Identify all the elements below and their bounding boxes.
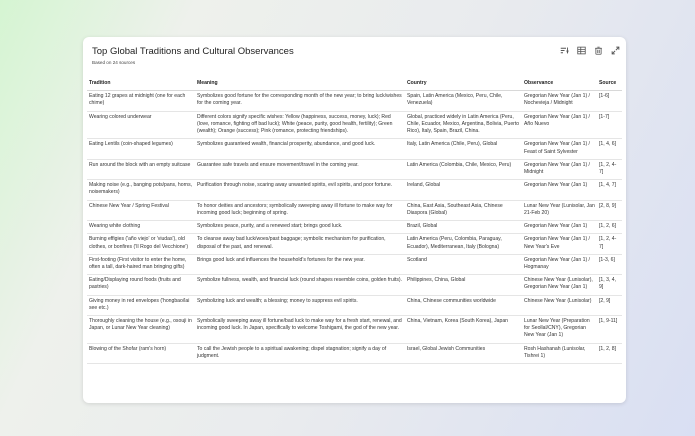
cell-observance: Gregorian New Year (Jan 1) [522, 221, 597, 234]
cell-tradition: Wearing colored underwear [87, 111, 195, 139]
column-header-tradition[interactable]: Tradition [87, 76, 195, 91]
cell-observance: Gregorian New Year (Jan 1) / Feast of Saint Sylvester [522, 139, 597, 159]
cell-observance: Lunar New Year (Lunisolar, Jan 21-Feb 20) [522, 200, 597, 220]
cell-tradition: Giving money in red envelopes ('hongbao/lai see etc.) [87, 295, 195, 315]
table-row [87, 221, 622, 234]
cell-meaning: Symbolizing luck and wealth; a blessing; money to suppress evil spirits. [195, 295, 405, 315]
expand-icon[interactable] [611, 46, 620, 55]
cell-source[interactable]: [1, 2, 4-7] [597, 234, 622, 254]
column-header-meaning[interactable]: Meaning [195, 76, 405, 91]
cell-country: Latin America (Peru, Colombia, Paraguay, Ecuador), Mediterranean, Italy (Bologna) [405, 234, 522, 254]
sort-filter-icon[interactable] [560, 46, 569, 55]
traditions-card [83, 37, 626, 403]
cell-meaning: Different colors signify specific wishes: Yellow (happiness, success, money, luck); Red (love, romance, fighting off bad luck); White (peace, purity, good health, fertility); Green (wealth); Orange (success); Pink (romance, protecting friendships). [195, 111, 405, 139]
cell-country: Philippines, China, Global [405, 275, 522, 295]
cell-meaning: Symbolically sweeping away ill fortune/bad luck to make way for a fresh start, renewal, and incoming good luck. In Japan, specifically to welcome Toshigami, the god of the new year. [195, 316, 405, 344]
cell-observance: Lunar New Year (Preparation for Seollal/CNY), Gregorian New Year (Jan 1) [522, 316, 597, 344]
cell-meaning: Symbolizes good fortune for the corresponding month of the new year; to bring luck/wishes for the coming year. [195, 91, 405, 111]
cell-tradition: Chinese New Year / Spring Festival [87, 200, 195, 220]
column-header-country[interactable]: Country [405, 76, 522, 91]
table-row [87, 295, 622, 315]
cell-meaning: To cleanse away bad luck/woes/past baggage; symbolic mechanism for purification, disposal of the past, and renewal. [195, 234, 405, 254]
table-row [87, 316, 622, 344]
table-row [87, 159, 622, 179]
cell-observance: Gregorian New Year (Jan 1) / Midnight [522, 159, 597, 179]
cell-tradition: Making noise (e.g., banging pots/pans, horns, noisemakers) [87, 180, 195, 200]
cell-country: Spain, Latin America (Mexico, Peru, Chile, Venezuela) [405, 91, 522, 111]
cell-meaning: Purification through noise, scaring away unwanted spirits, evil spirits, and poor fortune. [195, 180, 405, 200]
table-row [87, 111, 622, 139]
cell-source[interactable]: [2, 8, 9] [597, 200, 622, 220]
cell-tradition: Eating/Displaying round foods (fruits and pastries) [87, 275, 195, 295]
table-row [87, 200, 622, 220]
table-icon[interactable] [577, 46, 586, 55]
cell-source[interactable]: [1, 4, 7] [597, 180, 622, 200]
cell-tradition: Burning effigies ('año viejo' or 'viudas'), old clothes, or bonfires ('Il Rogo del Vecchione') [87, 234, 195, 254]
table-header-row [87, 76, 622, 91]
table-row [87, 180, 622, 200]
cell-source[interactable]: [1, 2, 4-7] [597, 159, 622, 179]
cell-country: Brazil, Global [405, 221, 522, 234]
cell-meaning: Symbolizes peace, purity, and a renewed start; brings good luck. [195, 221, 405, 234]
cell-tradition: Run around the block with an empty suitcase [87, 159, 195, 179]
cell-observance: Gregorian New Year (Jan 1) [522, 180, 597, 200]
column-header-source[interactable]: Source [597, 76, 622, 91]
cell-meaning: Symbolize fullness, wealth, and financial luck (round shapes resemble coins, golden fruits). [195, 275, 405, 295]
table-row [87, 343, 622, 363]
card-title: Top Global Traditions and Cultural Observances [92, 46, 294, 57]
sources-count: Based on 24 sources [92, 60, 136, 65]
table-toolbar [560, 46, 620, 55]
cell-source[interactable]: [1, 9-11] [597, 316, 622, 344]
cell-observance: Chinese New Year (Lunisolar), Gregorian New Year (Jan 1) [522, 275, 597, 295]
cell-tradition: Wearing white clothing [87, 221, 195, 234]
cell-tradition: First-footing (First visitor to enter the home, often a tall, dark-haired man bringing gifts) [87, 254, 195, 274]
cell-tradition: Thoroughly cleaning the house (e.g., osouji in Japan, or Lunar New Year cleaning) [87, 316, 195, 344]
cell-source[interactable]: [1-7] [597, 111, 622, 139]
table-row [87, 254, 622, 274]
column-header-observance[interactable]: Observance [522, 76, 597, 91]
cell-tradition: Eating Lentils (coin-shaped legumes) [87, 139, 195, 159]
delete-icon[interactable] [594, 46, 603, 55]
cell-meaning: To honor deities and ancestors; symbolically sweeping away ill fortune to make way for incoming good luck; beginning of spring. [195, 200, 405, 220]
cell-meaning: Symbolizes guaranteed wealth, financial prosperity, abundance, and good luck. [195, 139, 405, 159]
cell-source[interactable]: [1-3, 6] [597, 254, 622, 274]
cell-tradition: Eating 12 grapes at midnight (one for each chime) [87, 91, 195, 111]
cell-meaning: Brings good luck and influences the household's fortunes for the new year. [195, 254, 405, 274]
cell-source[interactable]: [1, 4, 6] [597, 139, 622, 159]
cell-source[interactable]: [1, 3, 4, 9] [597, 275, 622, 295]
cell-observance: Gregorian New Year (Jan 1) / Nochevieja / Midnight [522, 91, 597, 111]
cell-country: Latin America (Colombia, Chile, Mexico, Peru) [405, 159, 522, 179]
table-body [87, 91, 622, 364]
traditions-table [87, 76, 622, 364]
cell-source[interactable]: [1, 2, 6] [597, 221, 622, 234]
cell-observance: Chinese New Year (Lunisolar) [522, 295, 597, 315]
cell-source[interactable]: [2, 9] [597, 295, 622, 315]
cell-observance: Gregorian New Year (Jan 1) / Hogmanay [522, 254, 597, 274]
table-row [87, 91, 622, 111]
cell-country: Global, practiced widely in Latin America (Peru, Chile, Ecuador, Mexico, Argentina, Bolivia, Puerto Rico), Italy, Spain, Brazil, China. [405, 111, 522, 139]
cell-country: Italy, Latin America (Chile, Peru), Global [405, 139, 522, 159]
cell-country: China, Vietnam, Korea (South Korea), Japan [405, 316, 522, 344]
cell-source[interactable]: [1, 2, 8] [597, 343, 622, 363]
cell-meaning: To call the Jewish people to a spiritual awakening; dispel stagnation; signify a day of judgment. [195, 343, 405, 363]
cell-country: Israel, Global Jewish Communities [405, 343, 522, 363]
table-row [87, 139, 622, 159]
cell-source[interactable]: [1-6] [597, 91, 622, 111]
table-row [87, 234, 622, 254]
cell-country: China, Chinese communities worldwide [405, 295, 522, 315]
cell-tradition: Blowing of the Shofar (ram's horn) [87, 343, 195, 363]
cell-country: Scotland [405, 254, 522, 274]
cell-observance: Gregorian New Year (Jan 1) / New Year's Eve [522, 234, 597, 254]
cell-meaning: Guarantee safe travels and ensure movement/travel in the coming year. [195, 159, 405, 179]
cell-observance: Rosh Hashanah (Lunisolar, Tishrei 1) [522, 343, 597, 363]
cell-observance: Gregorian New Year (Jan 1) / Año Nuevo [522, 111, 597, 139]
table-row [87, 275, 622, 295]
cell-country: China, East Asia, Southeast Asia, Chinese Diaspora (Global) [405, 200, 522, 220]
cell-country: Ireland, Global [405, 180, 522, 200]
